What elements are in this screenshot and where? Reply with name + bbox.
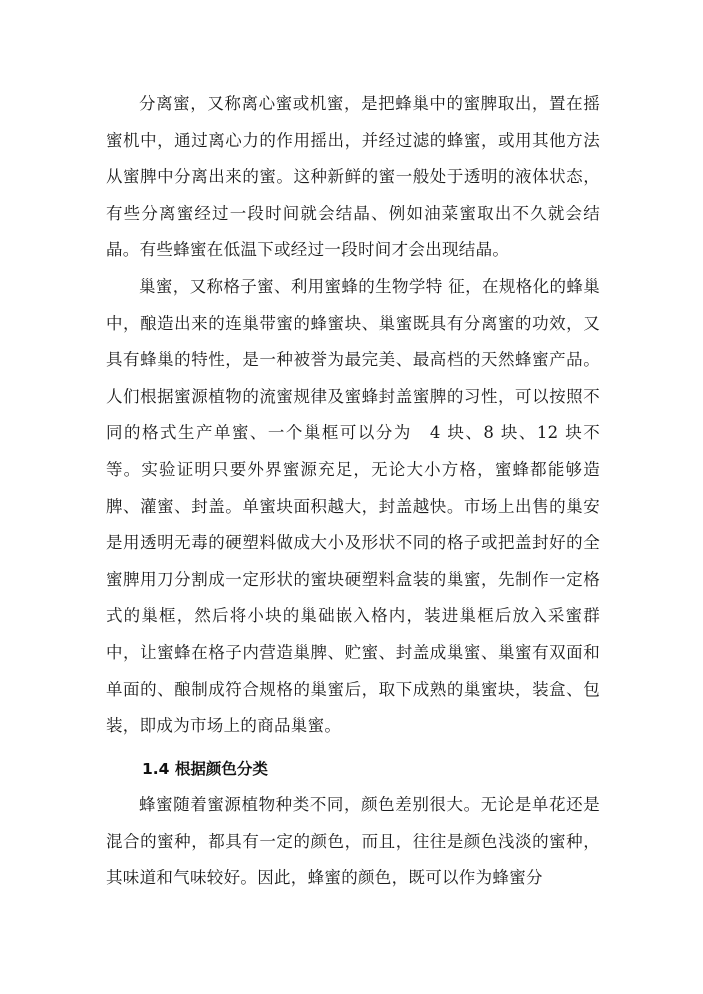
- paragraph-comb-honey: 巢蜜，又称格子蜜、利用蜜蜂的生物学特 征，在规格化的蜂巢中，酿造出来的连巢带蜜的蜂蜜块、巢蜜既具有分离蜜的功效，又具有蜂巢的特性，是一种被誉为最完美、最高档的天然蜂蜜产品。人们根据蜜源植物的流蜜规律及蜜蜂封盖蜜脾的习性，可以按照不同的格式生产单蜜、一个巢框可以分为 4 块、8 块、12 块不等。实验证明只要外界蜜源充足，无论大小方格，蜜蜂都能够造脾、灌蜜、封盖。单蜜块面积越大，封盖越快。市场上出售的巢安是用透明无毒的硬塑料做成大小及形状不同的格子或把盖封好的全蜜脾用刀分割成一定形状的蜜块硬塑料盒装的巢蜜，先制作一定格式的巢框，然后将小块的巢础嵌入格内，装进巢框后放入采蜜群中，让蜜蜂在格子内营造巢脾、贮蜜、封盖成巢蜜、巢蜜有双面和单面的、酿制成符合规格的巢蜜后，取下成熟的巢蜜块，装盒、包装，即成为市场上的商品巢蜜。: [106, 277, 600, 736]
- paragraph-honey-color: 蜂蜜随着蜜源植物种类不同，颜色差别很大。无论是单花还是混合的蜜种，都具有一定的颜色，而且，往往是颜色浅淡的蜜种，其味道和气味较好。因此，蜂蜜的颜色，既可以作为蜂蜜分: [106, 795, 600, 888]
- paragraph-separated-honey: 分离蜜，又称离心蜜或机蜜，是把蜂巢中的蜜脾取出，置在摇蜜机中，通过离心力的作用摇出，并经过滤的蜂蜜，或用其他方法从蜜脾中分离出来的蜜。这种新鲜的蜜一般处于透明的液体状态，有些分离蜜经过一段时间就会结晶、例如油菜蜜取出不久就会结晶。有些蜂蜜在低温下或经过一段时间才会出现结晶。: [106, 94, 600, 260]
- section-heading: 1.4 根据颜色分类: [142, 760, 268, 778]
